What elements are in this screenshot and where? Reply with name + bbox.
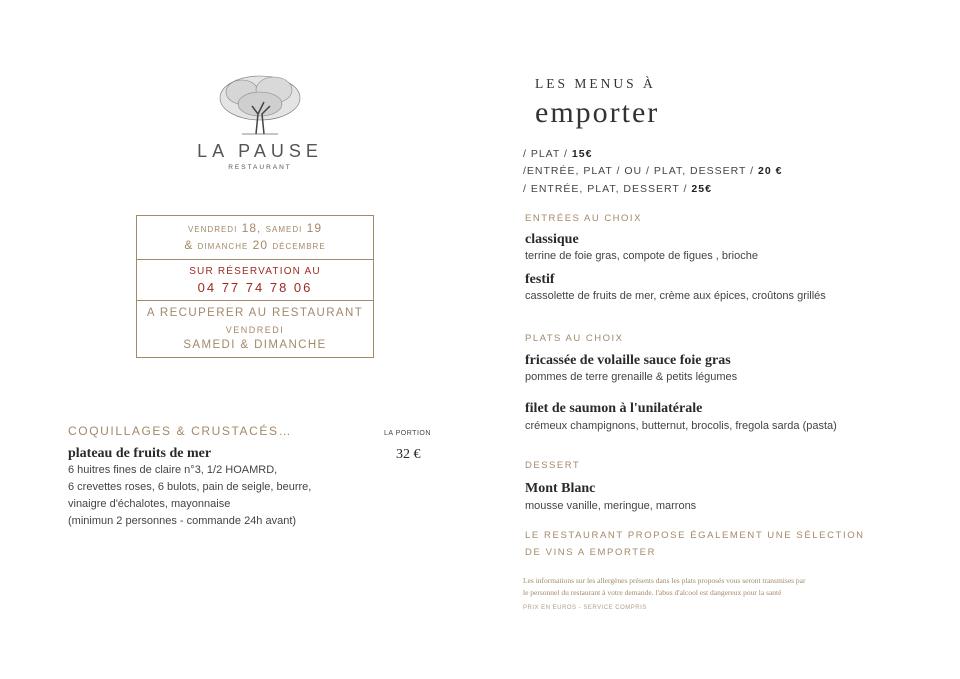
formula-line [523,183,712,195]
allergen-note [523,575,913,598]
menu-heading-main: emporter [535,96,660,129]
dish-description [68,462,311,530]
pickup-line1: A RECUPERER AU RESTAURANT [146,307,364,319]
menu-heading-top: LES MENUS À [535,76,656,91]
dates-line1: vendredi 18, samedi 19 [187,221,323,235]
shellfish-section-title: COQUILLAGES & CRUSTACÉS… [68,424,293,438]
allergen-line: Les informations sur les allergènes présents dans les plats proposés vous seront transmises par [523,576,806,585]
formula-price: 25€ [691,183,712,195]
dates-line2: & dimanche 20 décembre [184,238,326,252]
entrees-section-title: ENTRÉES AU CHOIX [525,213,642,224]
formula-line [523,148,592,160]
box-divider [137,300,373,301]
brand-subtitle: RESTAURANT [228,164,292,171]
desc-line: (minimun 2 personnes - commande 24h avant) [68,515,297,527]
plats-section-title: PLATS AU CHOIX [525,333,624,344]
formula-label: / ENTRÉE, PLAT, DESSERT / [523,183,692,195]
wine-note [525,527,865,561]
allergen-line: le personnel du restaurant à votre demande. l'abus d'alcool est dangereux pour la santé [523,587,782,597]
entree-desc: cassolette de fruits de mer, crème aux épices, croûtons grillés [525,290,826,302]
reservation-label: SUR RÉSERVATION AU [189,266,321,277]
entree-name: festif [525,272,555,287]
desc-line: 6 huitres fines de claire n°3, 1/2 HOAMRD, [68,464,278,476]
phone-number[interactable]: 04 77 74 78 06 [197,280,313,295]
pickup-line2: VENDREDI [225,325,285,335]
plat-desc: crémeux champignons, butternut, brocolis, fregola sarda (pasta) [525,420,837,432]
plat-desc: pommes de terre grenaille & petits légumes [525,371,738,383]
desc-line: vinaigre d'échalotes, mayonnaise [68,498,231,510]
entree-name: classique [525,232,579,247]
wine-note-line: LE RESTAURANT PROPOSE ÉGALEMENT UNE SÉLECTION [525,530,865,541]
portion-label: LA PORTION [384,430,431,437]
formula-label: / PLAT / [523,148,572,160]
price-note: PRIX EN EUROS - SERVICE COMPRIS [523,605,647,611]
info-box [136,215,374,358]
formula-line [523,165,782,177]
formula-price: 20 € [758,165,783,177]
dish-name: plateau de fruits de mer [68,446,212,461]
desc-line: 6 crevettes roses, 6 bulots, pain de seigle, beurre, [68,481,312,493]
tree-logo-icon [212,70,308,140]
wine-note-line: DE VINS A EMPORTER [525,547,657,558]
dessert-section-title: DESSERT [525,460,581,471]
dish-price: 32 € [396,447,421,462]
plat-name: filet de saumon à l'unilatérale [525,401,703,416]
box-divider [137,259,373,260]
entree-desc: terrine de foie gras, compote de figues , brioche [525,250,758,262]
plat-name: fricassée de volaille sauce foie gras [525,353,731,368]
dessert-name: Mont Blanc [525,481,596,496]
dessert-desc: mousse vanille, meringue, marrons [525,500,697,512]
formula-price: 15€ [571,148,593,160]
formula-label: /ENTRÉE, PLAT / OU / PLAT, DESSERT / [523,165,759,177]
brand-name: LA PAUSE [197,141,323,161]
pickup-line3: SAMEDI & DIMANCHE [183,339,327,351]
